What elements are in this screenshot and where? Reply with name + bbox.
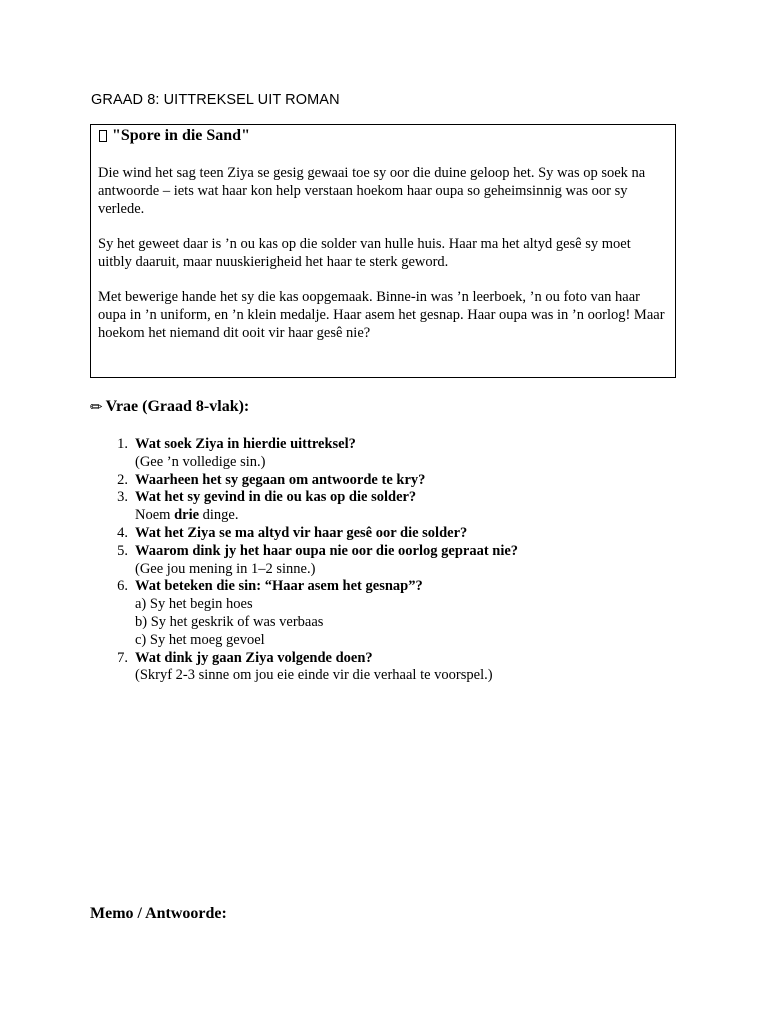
answer-option-a: a) Sy het begin hoes xyxy=(135,596,253,613)
question-7 xyxy=(90,650,690,686)
question-number: 7. xyxy=(117,649,128,666)
question-instruction: (Gee jou mening in 1–2 sinne.) xyxy=(135,560,316,577)
question-6 xyxy=(90,578,690,649)
questions-heading-text: Vrae (Graad 8-vlak): xyxy=(105,398,250,415)
answer-option-b: b) Sy het geskrik of was verbaas xyxy=(135,613,324,630)
question-instruction xyxy=(135,507,690,525)
story-paragraph-1: Die wind het sag teen Ziya se gesig gewaai toe sy oor die duine geloop het. Sy was op soek na antwoorde – iets wat haar kon help verstaan hoekom haar oupa so geheimsinnig was oor sy verlede. xyxy=(98,165,646,217)
questions-list xyxy=(90,436,690,685)
memo-heading: Memo / Antwoorde: xyxy=(90,905,227,922)
question-text: Wat beteken die sin: “Haar asem het gesnap”? xyxy=(135,578,423,595)
question-number: 4. xyxy=(117,524,128,541)
question-number: 1. xyxy=(117,436,128,452)
story-title: "Spore in die Sand" xyxy=(112,127,250,144)
instruction-text: dinge. xyxy=(199,507,239,524)
questions-heading xyxy=(90,397,249,417)
story-paragraph-2: Sy het geweet daar is ’n ou kas op die solder van hulle huis. Haar ma het altyd gesê sy moet uitbly daaruit, maar nuuskierigheid het haar te sterk geword. xyxy=(98,236,631,270)
pencil-icon: ✏ xyxy=(90,398,103,416)
question-5 xyxy=(90,543,690,579)
question-text: Waarom dink jy het haar oupa nie oor die oorlog gepraat nie? xyxy=(135,542,519,559)
question-1 xyxy=(90,436,690,472)
question-number: 3. xyxy=(117,489,128,506)
question-3 xyxy=(90,489,690,525)
question-text: Wat dink jy gaan Ziya volgende doen? xyxy=(135,649,373,666)
question-number: 2. xyxy=(117,471,128,488)
story-excerpt-box xyxy=(90,124,676,378)
question-4 xyxy=(90,525,690,543)
question-instruction: (Gee ’n volledige sin.) xyxy=(135,453,266,470)
page-header: GRAAD 8: UITTREKSEL UIT ROMAN xyxy=(91,92,340,108)
question-text: Waarheen het sy gegaan om antwoorde te kry? xyxy=(135,471,426,488)
instruction-text: Noem xyxy=(135,507,175,524)
question-instruction: (Skryf 2-3 sinne om jou eie einde vir die verhaal te voorspel.) xyxy=(135,667,493,684)
story-paragraph-3: Met bewerige hande het sy die kas oopgemaak. Binne-in was ’n leerboek, ’n ou foto van haar oupa in ’n uniform, en ’n klein medalje. Haar asem het gesnap. Haar oupa was in ’n oorlog! Maar hoekom het niemand dit ooit vir haar gesê nie? xyxy=(98,289,665,341)
missing-glyph-icon xyxy=(99,130,107,142)
question-text: Wat soek Ziya in hierdie uittreksel? xyxy=(135,436,356,452)
question-text: Wat het Ziya se ma altyd vir haar gesê oor die solder? xyxy=(135,524,468,541)
instruction-emphasis: drie xyxy=(174,507,200,524)
question-number: 5. xyxy=(117,542,128,559)
question-number: 6. xyxy=(117,578,128,595)
story-title-row xyxy=(98,126,668,146)
answer-option-c: c) Sy het moeg gevoel xyxy=(135,631,265,648)
question-2 xyxy=(90,472,690,490)
question-text: Wat het sy gevind in die ou kas op die solder? xyxy=(135,489,417,506)
